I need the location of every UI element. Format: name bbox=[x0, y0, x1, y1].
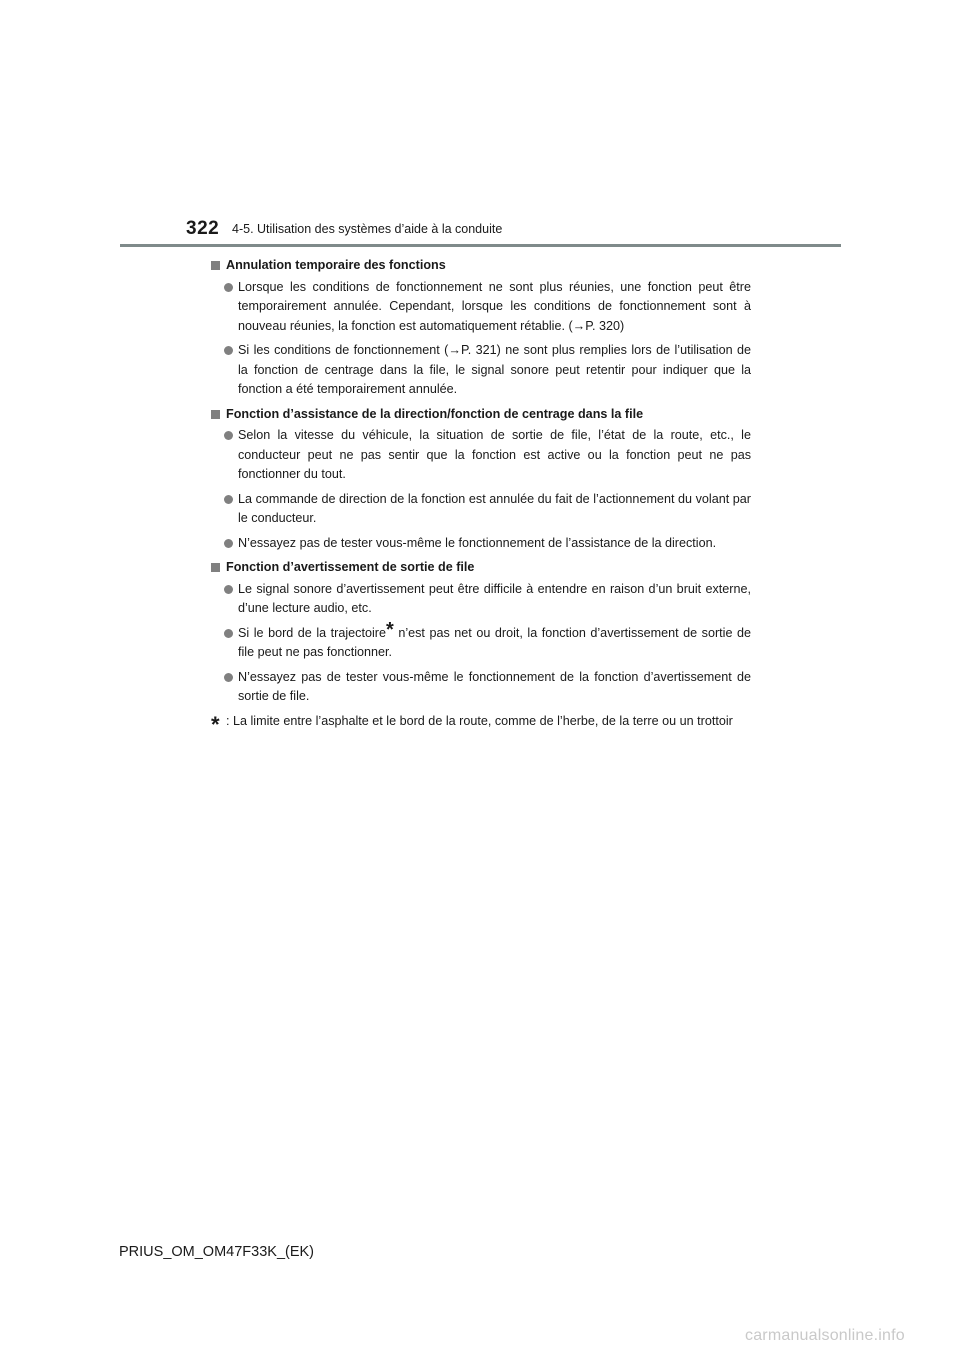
bullet-text: La commande de direction de la fonction est annulée du fait de l’actionnement du volant par le conducteur. bbox=[238, 491, 751, 525]
page-content bbox=[211, 254, 751, 737]
footnote-star-marker: * bbox=[385, 618, 394, 641]
bullet-item bbox=[211, 278, 751, 337]
section-heading-annulation bbox=[211, 256, 751, 276]
square-bullet-icon bbox=[211, 261, 220, 270]
circle-bullet-icon bbox=[224, 431, 233, 440]
bullet-text: Si les conditions de fonctionnement (→P. 321) ne sont plus remplies lors de l’utilisation de la fonction de centrage dans la file, le signal sonore peut retentir pour indiquer que la fonction a été temporairement annulée. bbox=[238, 343, 751, 396]
section-heading-assistance-direction bbox=[211, 405, 751, 425]
chapter-title: 4-5. Utilisation des systèmes d’aide à la conduite bbox=[232, 222, 503, 236]
section-heading-text: Fonction d’avertissement de sortie de file bbox=[226, 560, 475, 574]
bullet-text-part: Si le bord de la trajectoire bbox=[238, 625, 386, 640]
footnote-star-icon: * bbox=[211, 711, 220, 737]
bullet-text: N’essayez pas de tester vous-même le fonctionnement de l’assistance de la direction. bbox=[238, 535, 717, 550]
bullet-item bbox=[211, 341, 751, 400]
bullet-text: Selon la vitesse du véhicule, la situation de sortie de file, l’état de la route, etc., le conducteur peut ne pas sentir que la fonction est active ou la fonction peut ne pas fonctionner du tout. bbox=[238, 428, 751, 481]
bullet-item bbox=[211, 618, 751, 663]
circle-bullet-icon bbox=[224, 283, 233, 292]
bullet-item bbox=[211, 426, 751, 485]
bullet-text: Le signal sonore d’avertissement peut être difficile à entendre en raison d’un bruit externe, d’une lecture audio, etc. bbox=[238, 581, 751, 615]
circle-bullet-icon bbox=[224, 495, 233, 504]
bullet-item bbox=[211, 490, 751, 529]
watermark: carmanualsonline.info bbox=[745, 1327, 905, 1344]
circle-bullet-icon bbox=[224, 629, 233, 638]
section-heading-text: Annulation temporaire des fonctions bbox=[226, 258, 446, 272]
bullet-text: N’essayez pas de tester vous-même le fonctionnement de la fonction d’avertissement de sortie de file. bbox=[238, 669, 751, 703]
header-rule bbox=[120, 244, 841, 247]
circle-bullet-icon bbox=[224, 346, 233, 355]
document-code: PRIUS_OM_OM47F33K_(EK) bbox=[119, 1244, 315, 1260]
circle-bullet-icon bbox=[224, 539, 233, 548]
page-number: 322 bbox=[186, 218, 220, 239]
circle-bullet-icon bbox=[224, 585, 233, 594]
section-heading-text: Fonction d’assistance de la direction/fonction de centrage dans la file bbox=[226, 406, 644, 421]
footnote bbox=[211, 711, 751, 737]
section-heading-avertissement-sortie bbox=[211, 558, 751, 578]
bullet-item bbox=[211, 534, 751, 554]
square-bullet-icon bbox=[211, 563, 220, 572]
circle-bullet-icon bbox=[224, 673, 233, 682]
bullet-item bbox=[211, 668, 751, 707]
footnote-text: : La limite entre l’asphalte et le bord de la route, comme de l’herbe, de la terre ou un trottoir bbox=[226, 713, 733, 728]
bullet-item bbox=[211, 580, 751, 619]
square-bullet-icon bbox=[211, 410, 220, 419]
bullet-text-part: n’est pas net ou droit, la fonction d’avertissement de sortie de file peut ne pas fonctionner. bbox=[238, 625, 751, 659]
bullet-text: Lorsque les conditions de fonctionnement ne sont plus réunies, une fonction peut être temporairement annulée. Cependant, lorsque les conditions de fonctionnement sont à nouveau réunies, la fonction est automatiquement rétablie. (→P. 320) bbox=[238, 279, 751, 333]
